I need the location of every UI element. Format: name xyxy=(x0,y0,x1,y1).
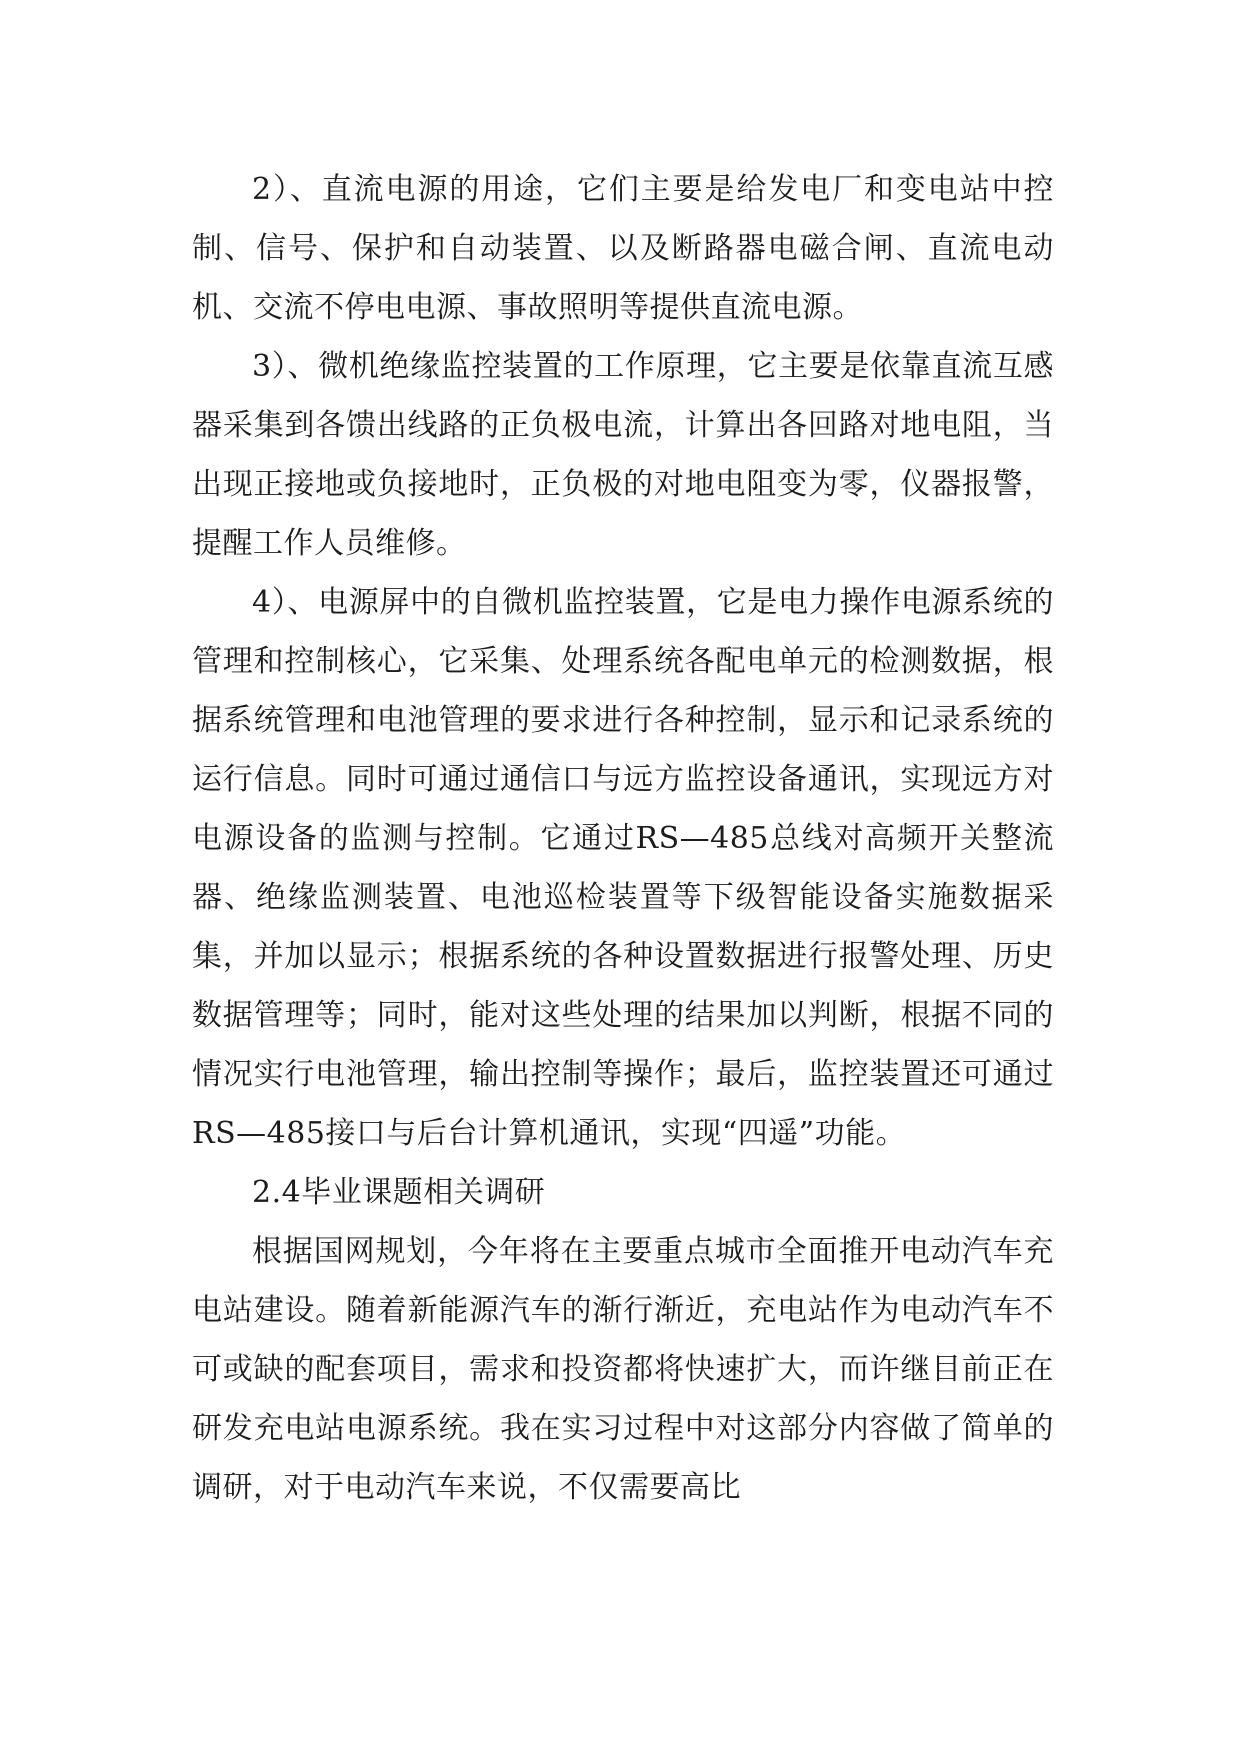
paragraph-charging-station-research: 根据国网规划，今年将在主要重点城市全面推开电动汽车充电站建设。随着新能源汽车的渐行渐近，充电站作为电动汽车不可或缺的配套项目，需求和投资都将快速扩大，而许继目前正在研发充电站电源系统。我在实习过程中对这部分内容做了简单的调研，对于电动汽车来说，不仅需要高比 xyxy=(192,1234,1054,1505)
paragraph-insulation-monitor: 3）、微机绝缘监控装置的工作原理，它主要是依靠直流互感器采集到各馈出线路的正负极电流，计算出各回路对地电阻，当出现正接地或负接地时，正负极的对地电阻变为零，仪器报警，提醒工作人员维修。 xyxy=(192,349,1054,561)
section-heading: 2.4毕业课题相关调研 xyxy=(252,1175,546,1210)
paragraph-dc-power-usage: 2）、直流电源的用途，它们主要是给发电厂和变电站中控制、信号、保护和自动装置、以及断路器电磁合闸、直流电动机、交流不停电电源、事故照明等提供直流电源。 xyxy=(192,172,1054,325)
paragraph-microcomputer-monitor: 4）、电源屏中的自微机监控装置，它是电力操作电源系统的管理和控制核心，它采集、处理系统各配电单元的检测数据，根据系统管理和电池管理的要求进行各种控制，显示和记录系统的运行信息。同时可通过通信口与远方监控设备通讯，实现远方对电源设备的监测与控制。它通过RS—485总线对高频开关整流器、绝缘监测装置、电池巡检装置等下级智能设备实施数据采集，并加以显示；根据系统的各种设置数据进行报警处理、历史数据管理等；同时，能对这些处理的结果加以判断，根据不同的情况实行电池管理，输出控制等操作；最后，监控装置还可通过RS—485接口与后台计算机通讯，实现“四遥”功能。 xyxy=(192,585,1054,1151)
document-body xyxy=(192,160,1054,1517)
